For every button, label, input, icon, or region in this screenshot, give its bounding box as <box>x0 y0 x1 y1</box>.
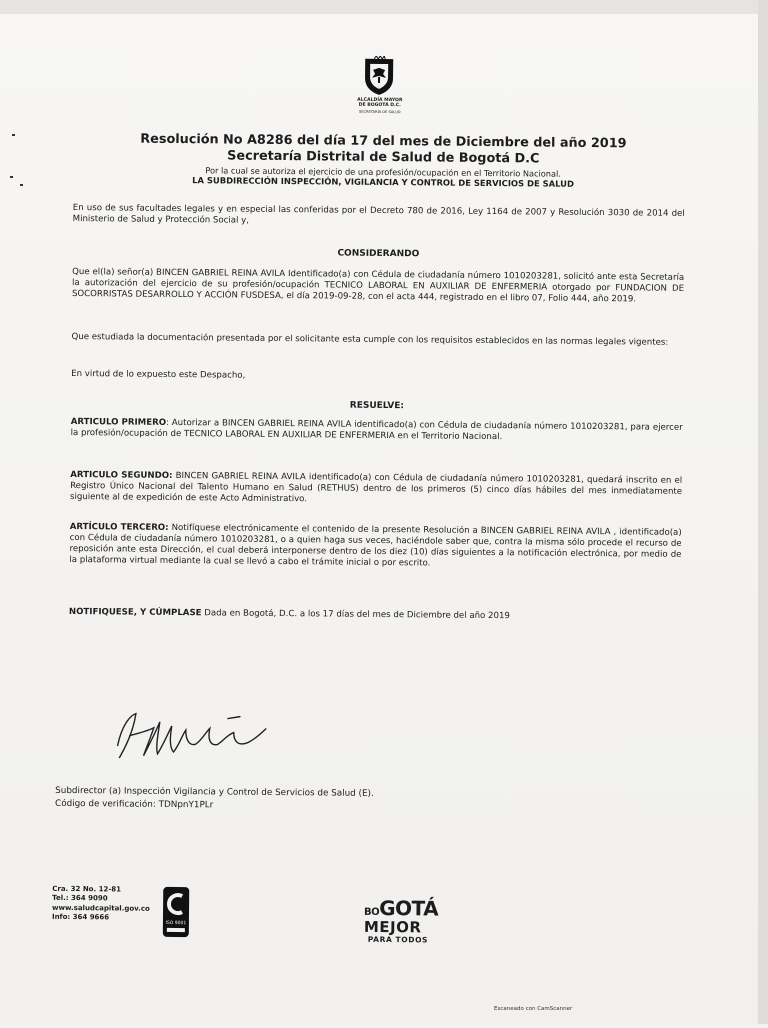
article-third-label: ARTÍCULO TERCERO: <box>69 521 169 533</box>
crest-caption <box>334 98 426 116</box>
article-first-label: ARTICULO PRIMERO <box>70 416 167 428</box>
bogota-mejor-logo <box>362 896 472 949</box>
resolution-purpose: Por la cual se autoriza el ejercicio de una profesión/ocupación en el Territorio Nacional. <box>205 165 561 179</box>
logo-line-2: MEJOR <box>363 917 422 937</box>
intro-paragraph: En uso de sus facultades legales y en especial las conferidas por el Decreto 780 de 2016, Ley 1164 de 2007 y Resolución 3030 de 2014 del Ministerio de Salud y Protección Social y, <box>72 202 685 226</box>
closing-line <box>69 607 681 624</box>
considerando-heading: CONSIDERANDO <box>337 248 420 260</box>
bogota-crest-icon <box>362 56 396 96</box>
signatory-block <box>55 785 374 814</box>
considerando-paragraph-1: Que el(la) señor(a) BINCEN GABRIEL REINA AVILA Identificado(a) con Cédula de ciudadanía número 1010203281, solicitó ante esta Secretaría la autorización del ejercicio de su profesión/ocupación TECNICO LABORAL EN AUXILIAR DE ENFERMERIA otorgado por FUNDACION DE SOCORRISTAS DESARROLLO Y ACCIÓN FUSDESA, el día 2019-09-28, con el acta 444, registrado en el libro 07, Folio 444, año 2019. <box>71 266 685 305</box>
article-third-text: Notifíquese electrónicamente el contenido de la presente Resolución a BINCEN GABRIEL REINA AVILA , identificado(a) con Cédula de ciudadanía número 1010203281, o a quien haga sus veces, haciéndole saber que, contra la misma sólo procede el recurso de reposición ante esta Dirección, el cual deberá interponerse dentro de los diez (10) días siguientes a la notificación electrónica, por medio de la plataforma virtual mediante la cual se llevó a cabo el trámite inicial o por escrito. <box>69 522 682 569</box>
resuelve-heading: RESUELVE: <box>349 400 405 412</box>
article-second-text: BINCEN GABRIEL REINA AVILA identificado(a) con Cédula de ciudadanía número 1010203281, quedará inscrito en el Registro Único Nacional del Talento Humano en Salud (RETHUS) dentro de los primeros (5) cinco días hábiles del mes inmediatamente siguiente al de expedición de este Acto Administrativo. <box>69 470 683 505</box>
article-second <box>70 470 682 509</box>
article-third <box>69 522 681 572</box>
info-line: Info: 364 9666 <box>51 912 110 922</box>
signatory-role: Subdirector (a) Inspección Vigilancia y Control de Servicios de Salud (E). <box>55 785 374 799</box>
verification-code: Código de verificación: TDNpnY1PLr <box>55 798 214 811</box>
logo-prefix: BO <box>363 906 380 918</box>
considerando-paragraph-3: En virtud de lo expuesto este Despacho, <box>71 368 246 381</box>
crest-line-3: SECRETARÍA DE SALUD <box>358 109 401 114</box>
phone: Tel.: 364 9090 <box>52 894 108 903</box>
iso-certification-icon <box>162 886 190 938</box>
website: www.saludcapital.gov.co <box>52 903 150 913</box>
article-first <box>71 417 683 445</box>
considerando-paragraph-2: Que estudiada la documentación presentada por el solicitante esta cumple con los requisitos establecidos en las normas legales vigentes: <box>71 331 669 348</box>
resolution-title <box>83 131 683 169</box>
crest-line-2: DE BOGOTÁ D.C. <box>358 103 401 109</box>
scanner-watermark: Escaneado con CamScanner <box>494 1006 573 1012</box>
contact-info <box>52 885 150 923</box>
issuing-office: LA SUBDIRECCIÓN INSPECCIÓN, VIGILANCIA Y CONTROL DE SERVICIOS DE SALUD <box>192 175 574 189</box>
closing-label: NOTIFIQUESE, Y CÚMPLASE <box>68 606 202 619</box>
resolution-title-line-1: Resolución No A8286 del día 17 del mes de Diciembre del año 2019 <box>140 131 627 152</box>
closing-text: Dada en Bogotá, D.C. a los 17 días del mes de Diciembre del año 2019 <box>201 608 510 622</box>
logo-line-3: PARA TODOS <box>367 934 429 945</box>
article-first-text: : Autorizar a BINCEN GABRIEL REINA AVILA identificado(a) con Cédula de ciudadanía número 1010203281, para ejercer la profesión/ocupación de TECNICO LABORAL EN AUXILIAR DE ENFERMERIA en el Territorio Nacional. <box>70 417 683 443</box>
article-second-label: ARTICULO SEGUNDO: <box>70 469 173 481</box>
address: Cra. 32 No. 12-81 <box>52 884 122 894</box>
iso-label: ISO 9001 <box>165 920 187 927</box>
crest-line-1: ALCALDÍA MAYOR <box>357 97 403 104</box>
logo-line-1: GOTÁ <box>379 895 439 921</box>
resolution-title-line-2: Secretaría Distrital de Salud de Bogotá D.C <box>227 148 540 167</box>
handwritten-signature <box>109 705 278 769</box>
